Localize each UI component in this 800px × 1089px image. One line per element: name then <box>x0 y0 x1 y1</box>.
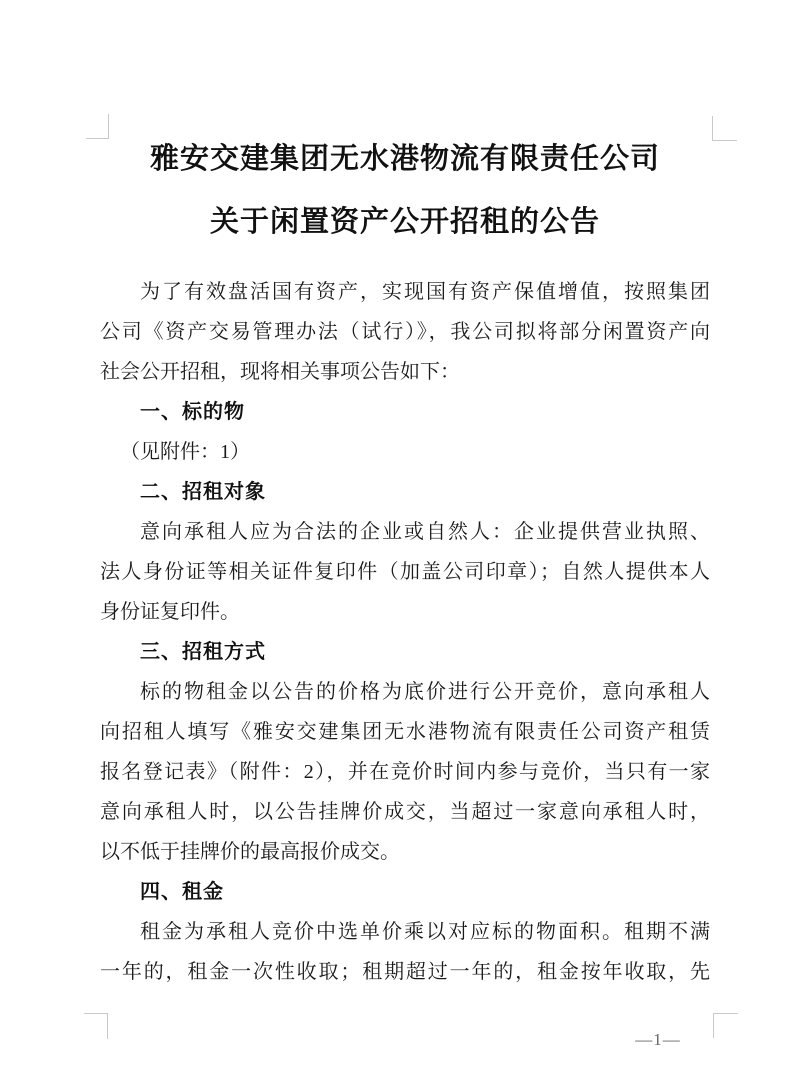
section-heading-2: 二、招租对象 <box>140 481 266 503</box>
section-heading-4: 四、租金 <box>140 881 224 903</box>
crop-mark-top-right <box>712 116 737 141</box>
section-heading-3: 三、招租方式 <box>140 641 266 663</box>
paragraph-line: 身份证复印件。 <box>100 601 240 623</box>
paragraph-line: 社会公开招租，现将相关事项公告如下： <box>100 361 460 383</box>
paragraph-line: 报名登记表》（附件：2），并在竞价时间内参与竞价，当只有一家 <box>100 761 710 783</box>
page-number: —1— <box>635 1030 681 1049</box>
paragraph-line: 以不低于挂牌价的最高报价成交。 <box>100 841 400 863</box>
crop-mark-bottom-left <box>84 1013 108 1039</box>
paragraph-line: 意向承租人时，以公告挂牌价成交，当超过一家意向承租人时， <box>100 801 710 823</box>
paragraph-line: 公司《资产交易管理办法（试行）》，我公司拟将部分闲置资产向 <box>100 321 710 343</box>
attachment-note: （见附件：1） <box>120 441 250 463</box>
crop-mark-bottom-right <box>713 1013 738 1038</box>
paragraph-line: 标的物租金以公告的价格为底价进行公开竞价，意向承租人 <box>140 681 710 703</box>
document-content <box>100 128 710 992</box>
document-title-line-2: 关于闲置资产公开招租的公告 <box>209 206 600 238</box>
paragraph-line: 向招租人填写《雅安交建集团无水港物流有限责任公司资产租赁 <box>100 721 710 743</box>
document-title-line-1: 雅安交建集团无水港物流有限责任公司 <box>149 143 660 175</box>
paragraph-line: 为了有效盘活国有资产，实现国有资产保值增值，按照集团 <box>140 281 710 303</box>
paragraph-line: 一年的，租金一次性收取；租期超过一年的，租金按年收取，先 <box>100 961 710 983</box>
paragraph-line: 法人身份证等相关证件复印件（加盖公司印章）；自然人提供本人 <box>100 561 710 583</box>
paragraph-line: 意向承租人应为合法的企业或自然人：企业提供营业执照、 <box>140 521 710 543</box>
section-heading-1: 一、标的物 <box>140 401 245 423</box>
paragraph-line: 租金为承租人竞价中选单价乘以对应标的物面积。租期不满 <box>140 921 710 943</box>
document-body <box>100 272 710 992</box>
